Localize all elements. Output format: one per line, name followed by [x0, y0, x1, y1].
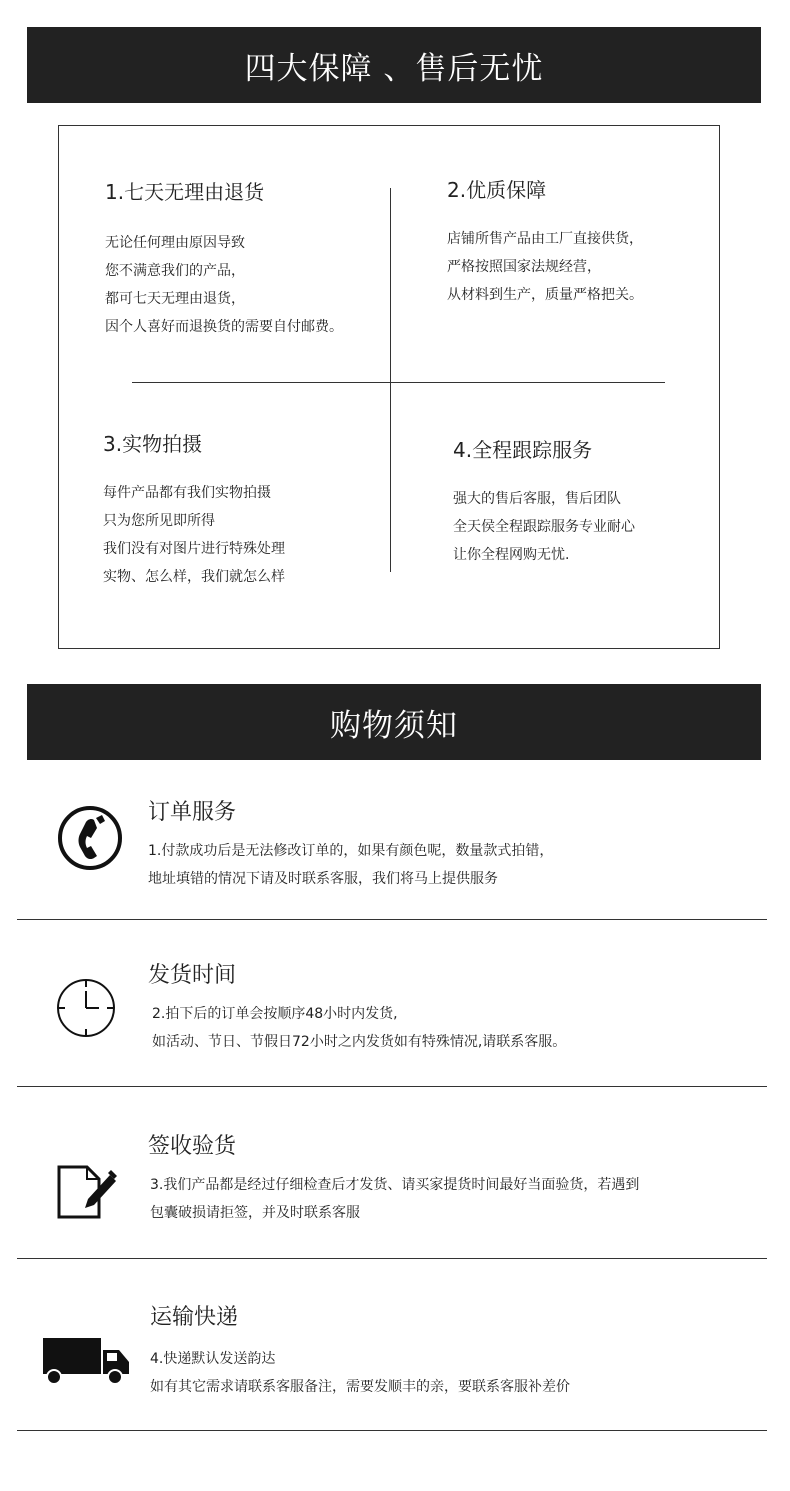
guarantee-item-line: 都可七天无理由退货， [105, 291, 245, 307]
guarantee-item-return [105, 176, 343, 341]
guarantee-item-line: 无论任何理由原因导致 [105, 235, 245, 251]
guarantee-item-line: 您不满意我们的产品， [105, 263, 245, 279]
notice-section-line: 1.付款成功后是无法修改订单的，如果有颜色呢，数量款式拍错， [148, 843, 554, 859]
notice-banner [27, 684, 761, 760]
guarantee-item-tracking [453, 434, 635, 569]
guarantee-banner-title: 四大保障 、售后无忧 [244, 50, 544, 87]
notice-section-line: 4.快递默认发送韵达 [150, 1351, 276, 1367]
truck-icon [42, 1334, 132, 1390]
guarantee-item-line: 店铺所售产品由工厂直接供货， [447, 231, 643, 247]
section-divider [17, 1086, 767, 1087]
notice-section-line: 如活动、节日、节假日72小时之内发货如有特殊情况,请联系客服。 [152, 1034, 567, 1050]
clock-icon [55, 977, 117, 1043]
phone-icon [56, 804, 124, 876]
notice-section-line: 地址填错的情况下请及时联系客服，我们将马上提供服务 [148, 871, 498, 887]
guarantee-item-line: 因个人喜好而退换货的需要自付邮费。 [105, 319, 343, 335]
guarantee-item-quality [447, 174, 643, 309]
guarantee-item-line: 只为您所见即所得 [103, 513, 215, 529]
notice-banner-title: 购物须知 [330, 707, 458, 744]
guarantee-item-line: 我们没有对图片进行特殊处理 [103, 541, 285, 557]
guarantee-item-line: 从材料到生产，质量严格把关。 [447, 287, 643, 303]
guarantee-vertical-divider [390, 188, 391, 572]
section-divider [17, 919, 767, 920]
guarantee-item-line: 让你全程网购无忧. [453, 547, 570, 563]
guarantee-item-line: 实物、怎么样，我们就怎么样 [103, 569, 285, 585]
notice-section-line: 3.我们产品都是经过仔细检查后才发货、请买家提货时间最好当面验货，若遇到 [150, 1177, 640, 1193]
notice-section-line: 如有其它需求请联系客服备注，需要发顺丰的亲，要联系客服补差价 [150, 1379, 570, 1395]
guarantee-item-title: 4.全程跟踪服务 [453, 438, 593, 462]
notice-section-line: 2.拍下后的订单会按顺序48小时内发货, [152, 1006, 398, 1022]
notice-section-title: 运输快递 [150, 1305, 239, 1330]
notice-section-title: 发货时间 [148, 963, 237, 988]
guarantee-horizontal-divider [132, 382, 665, 383]
guarantee-item-title: 2.优质保障 [447, 178, 547, 202]
guarantee-item-line: 严格按照国家法规经营， [447, 259, 601, 275]
guarantee-banner [27, 27, 761, 103]
edit-document-icon [56, 1165, 120, 1225]
guarantee-item-line: 全天侯全程跟踪服务专业耐心 [453, 519, 635, 535]
guarantee-item-real-photos [103, 428, 285, 591]
guarantee-item-title: 1.七天无理由退货 [105, 180, 265, 204]
guarantee-item-line: 强大的售后客服，售后团队 [453, 491, 621, 507]
guarantee-item-line: 每件产品都有我们实物拍摄 [103, 485, 271, 501]
notice-section-title: 签收验货 [148, 1134, 237, 1159]
section-divider [17, 1430, 767, 1431]
notice-section-title: 订单服务 [148, 800, 237, 825]
section-divider [17, 1258, 767, 1259]
guarantee-item-title: 3.实物拍摄 [103, 432, 203, 456]
notice-section-line: 包囊破损请拒签，并及时联系客服 [150, 1205, 360, 1221]
